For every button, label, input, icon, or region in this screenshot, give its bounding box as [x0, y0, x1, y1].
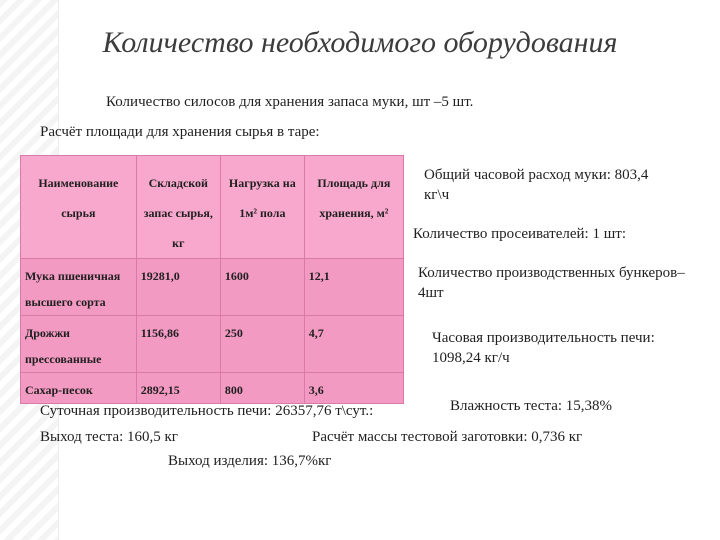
oven-daily-text: Суточная производительность печи: 26357,76 т\сут.:	[40, 403, 374, 419]
storage-table	[20, 155, 404, 404]
flour-consumption-text: Общий часовой расход муки: 803,4 кг\ч	[424, 167, 649, 203]
cell-load: 250	[220, 316, 304, 373]
product-yield-text: Выход изделия: 136,7%кг	[168, 453, 332, 469]
cell-area: 4,7	[304, 316, 403, 373]
table-header-row	[21, 156, 404, 259]
sifters-count-text: Количество просеивателей: 1 шт:	[413, 226, 626, 242]
header-area: Площадь для хранения, м²	[304, 156, 403, 259]
table-row	[21, 373, 404, 404]
table-row	[21, 259, 404, 316]
dough-moisture-text: Влажность теста: 15,38%	[450, 398, 613, 414]
dough-yield-text: Выход теста: 160,5 кг	[40, 429, 178, 445]
cell-area: 12,1	[304, 259, 403, 316]
oven-hourly-text: Часовая производительность печи: 1098,24 кг/ч	[432, 330, 655, 366]
bunkers-count-text: Количество производственных бункеров–4шт	[418, 265, 685, 301]
cell-name: Мука пшеничная высшего сорта	[21, 259, 137, 316]
header-load: Нагрузка на 1м² пола	[220, 156, 304, 259]
cell-load: 800	[220, 373, 304, 404]
storage-area-heading: Расчёт площади для хранения сырья в таре:	[40, 124, 320, 140]
header-name: Наименование сырья	[21, 156, 137, 259]
header-stock: Складской запас сырья, кг	[136, 156, 220, 259]
cell-load: 1600	[220, 259, 304, 316]
cell-area: 3,6	[304, 373, 403, 404]
table-row	[21, 316, 404, 373]
cell-stock: 19281,0	[136, 259, 220, 316]
dough-piece-mass-text: Расчёт массы тестовой заготовки: 0,736 кг	[312, 429, 583, 445]
silos-count-text: Количество силосов для хранения запаса муки, шт –5 шт.	[106, 94, 474, 110]
slide-title: Количество необходимого оборудования	[102, 26, 618, 59]
cell-stock: 1156,86	[136, 316, 220, 373]
cell-stock: 2892,15	[136, 373, 220, 404]
cell-name: Сахар-песок	[21, 373, 137, 404]
cell-name: Дрожжи прессованные	[21, 316, 137, 373]
